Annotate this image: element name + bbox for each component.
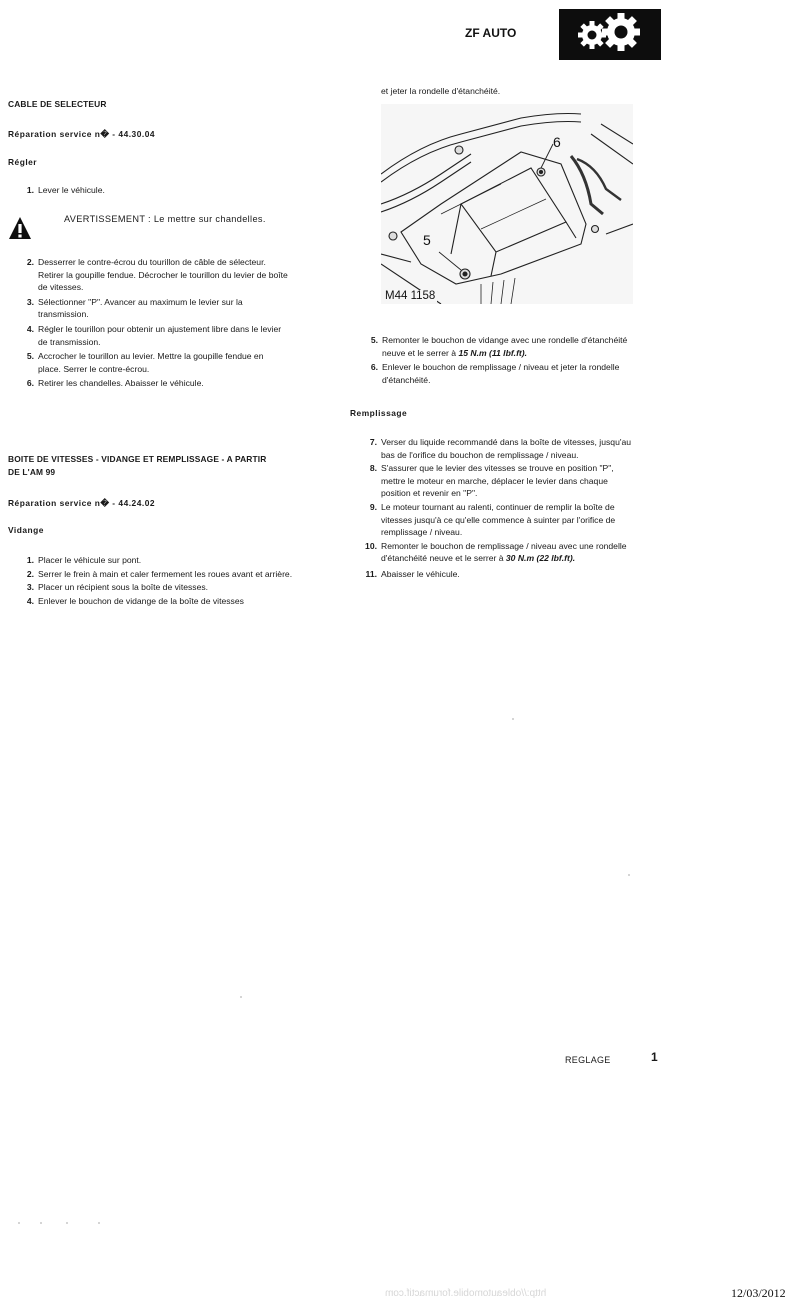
warning-text: AVERTISSEMENT : Le mettre sur chandelles. (64, 214, 266, 224)
scan-speck (240, 996, 242, 998)
step-item: 4. Enlever le bouchon de vidange de la boîte de vitesses (26, 595, 244, 606)
scan-speck (66, 1222, 68, 1224)
step-item: 1. Lever le véhicule. (26, 185, 105, 195)
gears-icon (559, 9, 661, 60)
step-list-remplissage (365, 436, 633, 583)
step-item: 3. Placer un récipient sous la boîte de vitesses. (26, 582, 209, 593)
footer-url-mirrored: http://obleautomobile.forumactif.com (385, 1288, 547, 1299)
warning-triangle-icon (8, 216, 32, 240)
callout-5: 5 (423, 232, 431, 248)
gearbox-diagram (381, 104, 633, 304)
repair-ref-cable: Réparation service n� - 44.30.04 (8, 129, 156, 139)
print-date: 12/03/2012 (731, 1286, 786, 1300)
figure-ref: M44 1158 (385, 290, 436, 302)
section-title-vidange: BOITE DE VITESSES - VIDANGE ET REMPLISSAGE - A PARTIR DE L'AM 99 (8, 454, 267, 477)
warning-box (8, 212, 308, 244)
step-item: 10. Remonter le bouchon de remplissage / niveau avec une rondelle d'étanchéité neuve et le serrer à 30 N.m (22 lbf.ft). (365, 540, 627, 564)
step-item: 11. Abaisser le véhicule. (365, 568, 460, 579)
step-item: 9. Le moteur tournant au ralenti, continuer de remplir la boîte de vitesses jusqu'à ce qu'elle commence à suinter par l'orifice de remplissage / niveau. (369, 501, 616, 538)
step-item: 8. S'assurer que le levier des vitesses se trouve en position "P", mettre le moteur en marche, déplacer le levier dans chaque position et revenir en "P". (369, 463, 614, 499)
step-item: 2. Serrer le frein à main et caler fermement les roues avant et arrière. (26, 568, 293, 579)
subhead-remplissage: Remplissage (350, 408, 408, 418)
step-list-regler-1 (26, 184, 288, 199)
page-number: 1 (651, 1050, 658, 1064)
step-item: 2. Desserrer le contre-écrou du tourillon de câble de sélecteur. Retirer la goupille fendue. Décrocher le tourillon du levier de boîte de vitesses. (26, 257, 288, 293)
step-item: 5. Remonter le bouchon de vidange avec une rondelle d'étanchéité neuve et le serrer à 15 N.m (11 lbf.ft). (370, 335, 628, 358)
scan-speck (628, 874, 630, 876)
subhead-vidange: Vidange (8, 525, 44, 535)
document-title: ZF AUTO (465, 26, 517, 40)
step-item: 6. Retirer les chandelles. Abaisser le véhicule. (26, 378, 204, 389)
step-list-refit (370, 334, 632, 388)
torque-value: 15 N.m (11 lbf.ft). (458, 347, 528, 358)
step-item: 5. Accrocher le tourillon au levier. Mettre la goupille fendue en place. Serrer le contre-écrou. (26, 351, 264, 374)
callout-6: 6 (553, 134, 561, 150)
step-item: 6. Enlever le bouchon de remplissage / niveau et jeter la rondelle d'étanchéité. (370, 362, 620, 385)
continued-text: et jeter la rondelle d'étanchéité. (381, 86, 501, 96)
step-item: 7. Verser du liquide recommandé dans la boîte de vitesses, jusqu'au bas de l'orifice du bouchon de remplissage / niveau. (369, 437, 632, 460)
footer-section-label: REGLAGE (565, 1055, 611, 1065)
scan-speck (512, 718, 514, 720)
step-item: 1. Placer le véhicule sur pont. (26, 555, 142, 565)
scan-speck (40, 1222, 42, 1224)
scan-speck (18, 1222, 20, 1224)
subhead-regler: Régler (8, 157, 38, 167)
step-item: 4. Régler le tourillon pour obtenir un ajustement libre dans le levier de transmission. (26, 323, 282, 347)
step-list-regler-2 (26, 256, 288, 392)
step-list-vidange (26, 554, 293, 609)
repair-ref-vidange: Réparation service n� - 44.24.02 (8, 498, 156, 508)
torque-value: 30 N.m (22 lbf.ft). (505, 553, 576, 564)
section-title-cable: CABLE DE SELECTEUR (8, 99, 107, 109)
step-item: 3. Sélectionner "P". Avancer au maximum le levier sur la transmission. (26, 296, 243, 320)
scan-speck (98, 1222, 100, 1224)
